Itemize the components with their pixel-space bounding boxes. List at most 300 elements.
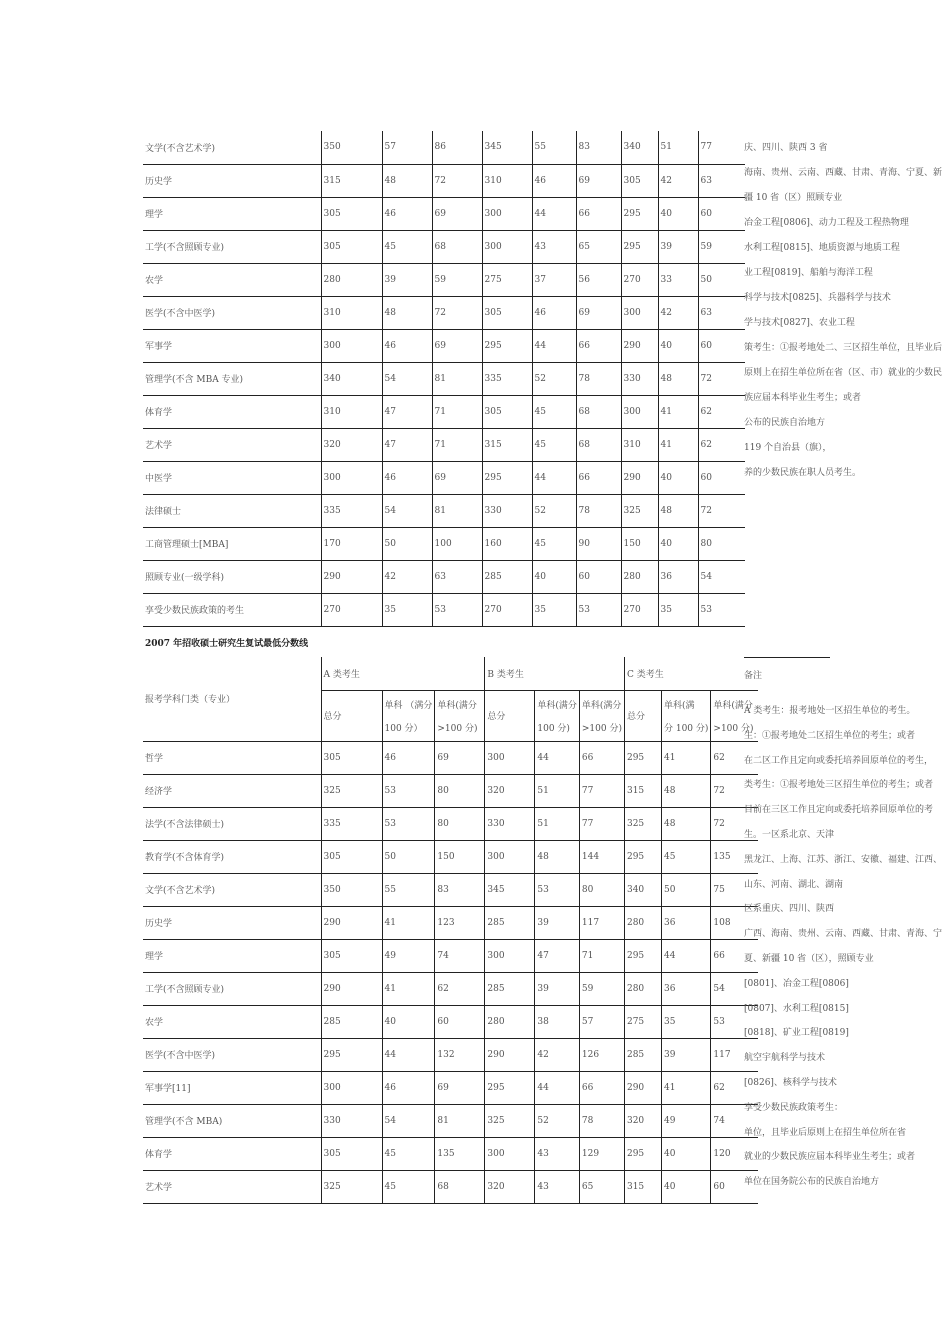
score-cell: 43	[535, 1137, 580, 1170]
header-single-b2-line2: >100 分)	[581, 723, 622, 734]
remark-line: 养的少数民族在职人员考生。	[744, 468, 862, 478]
score-cell: 300	[621, 395, 658, 428]
score-cell: 35	[661, 1005, 710, 1038]
score-cell: 40	[532, 560, 576, 593]
header-single-b1-line2: 100 分)	[537, 723, 570, 734]
score-cell: 39	[661, 1038, 710, 1071]
remark-line: 公布的民族自治地方	[744, 418, 826, 428]
score-cell: 62	[698, 428, 745, 461]
score-cell: 280	[321, 263, 382, 296]
row-category: 农学	[143, 1005, 321, 1038]
score-cell: 69	[432, 461, 482, 494]
remark-line: 庆、四川、陕西 3 省	[744, 143, 828, 153]
score-cell: 310	[321, 296, 382, 329]
table-row	[143, 1005, 758, 1038]
table-row	[143, 906, 758, 939]
score-cell: 300	[482, 230, 532, 263]
score-cell: 69	[432, 329, 482, 362]
header-single-c1	[661, 690, 710, 741]
score-cell: 320	[485, 774, 535, 807]
score-cell: 81	[435, 1104, 485, 1137]
score-cell: 325	[624, 807, 661, 840]
remark-line: 海南、贵州、云南、西藏、甘肃、青海、宁夏、新	[744, 168, 943, 178]
remark-line: A 类考生：报考地处一区招生单位的考生。	[744, 706, 916, 716]
header-single-b1-line1: 单科(满分	[537, 700, 577, 711]
score-cell: 80	[435, 774, 485, 807]
score-cell: 275	[624, 1005, 661, 1038]
table-row	[143, 263, 745, 296]
score-cell: 77	[579, 774, 624, 807]
score-cell: 280	[624, 906, 661, 939]
score-cell: 46	[382, 461, 432, 494]
row-category: 工学(不含照顾专业)	[143, 230, 321, 263]
score-cell: 62	[698, 395, 745, 428]
score-cell: 285	[482, 560, 532, 593]
score-cell: 275	[482, 263, 532, 296]
header-group-c: C 类考生	[624, 657, 757, 690]
score-cell: 69	[432, 197, 482, 230]
score-cell: 285	[321, 1005, 382, 1038]
table-row	[143, 560, 745, 593]
score-cell: 100	[432, 527, 482, 560]
score-cell: 290	[621, 329, 658, 362]
remark-line: [0801]、冶金工程[0806]	[744, 978, 849, 989]
score-cell: 280	[624, 972, 661, 1005]
score-cell: 47	[382, 428, 432, 461]
score-cell: 46	[532, 164, 576, 197]
score-cell: 39	[382, 263, 432, 296]
score-cell: 35	[658, 593, 698, 626]
header-single-c1-line2: 分 100 分)	[663, 723, 709, 734]
score-cell: 135	[711, 840, 758, 873]
score-cell: 83	[435, 873, 485, 906]
score-cell: 44	[661, 939, 710, 972]
score-cell: 75	[711, 873, 758, 906]
score-cell: 270	[621, 593, 658, 626]
score-cell: 305	[482, 395, 532, 428]
score-cell: 290	[624, 1071, 661, 1104]
row-category: 文学(不含艺术学)	[143, 131, 321, 164]
score-cell: 54	[382, 494, 432, 527]
table-row	[143, 1170, 758, 1203]
score-cell: 144	[579, 840, 624, 873]
row-category: 医学(不含中医学)	[143, 1038, 321, 1071]
score-cell: 123	[435, 906, 485, 939]
score-cell: 68	[435, 1170, 485, 1203]
score-cell: 295	[621, 197, 658, 230]
remark-line: 类考生：①报考地处三区招生单位的考生；或者	[744, 780, 934, 791]
score-cell: 46	[532, 296, 576, 329]
score-cell: 46	[382, 197, 432, 230]
score-cell: 51	[535, 807, 580, 840]
score-cell: 117	[711, 1038, 758, 1071]
score-cell: 46	[382, 329, 432, 362]
score-cell: 305	[321, 197, 382, 230]
header-single-b1	[535, 690, 580, 741]
header-single-a1-line1: 单科 （满分	[384, 700, 433, 711]
score-cell: 48	[658, 494, 698, 527]
score-cell: 86	[432, 131, 482, 164]
header-category: 报考学科门类（专业）	[143, 657, 321, 741]
score-cell: 69	[576, 164, 621, 197]
remark-line: 广西、海南、贵州、云南、西藏、甘肃、青海、宁	[744, 929, 943, 940]
remark-line: 目前在三区工作且定向或委托培养回原单位的考	[744, 805, 934, 816]
score-cell: 60	[435, 1005, 485, 1038]
row-category: 理学	[143, 197, 321, 230]
score-cell: 35	[532, 593, 576, 626]
table-row	[143, 593, 745, 626]
score-cell: 295	[482, 461, 532, 494]
score-cell: 36	[661, 972, 710, 1005]
score-cell: 71	[579, 939, 624, 972]
remark-line: [0826]、核科学与技术	[744, 1078, 837, 1088]
score-cell: 45	[661, 840, 710, 873]
remark-line: 就业的少数民族应届本科毕业生考生；或者	[744, 1152, 916, 1163]
score-cell: 300	[621, 296, 658, 329]
score-cell: 35	[382, 593, 432, 626]
score-cell: 335	[482, 362, 532, 395]
score-cell: 83	[576, 131, 621, 164]
score-cell: 305	[321, 840, 382, 873]
header-single-c2-line1: 单科(满分	[713, 700, 753, 711]
row-category: 经济学	[143, 774, 321, 807]
score-cell: 47	[535, 939, 580, 972]
score-cell: 52	[532, 494, 576, 527]
remark-line: 策考生：①报考地处二、三区招生单位，且毕业后	[744, 343, 943, 353]
score-cell: 160	[482, 527, 532, 560]
score-cell: 53	[432, 593, 482, 626]
remark-line: 原则上在招生单位所在省（区、市）就业的少数民	[744, 368, 943, 378]
score-cell: 305	[482, 296, 532, 329]
table-row	[143, 131, 745, 164]
header-group-b: B 类考生	[485, 657, 625, 690]
row-category: 管理学(不含 MBA)	[143, 1104, 321, 1137]
score-cell: 57	[382, 131, 432, 164]
table-row	[143, 807, 758, 840]
score-cell: 49	[382, 939, 435, 972]
score-cell: 37	[532, 263, 576, 296]
score-cell: 135	[435, 1137, 485, 1170]
score-cell: 63	[698, 164, 745, 197]
score-cell: 60	[576, 560, 621, 593]
score-cell: 300	[485, 939, 535, 972]
score-cell: 280	[621, 560, 658, 593]
score-cell: 59	[432, 263, 482, 296]
score-cell: 39	[535, 906, 580, 939]
score-cell: 48	[382, 164, 432, 197]
score-cell: 80	[579, 873, 624, 906]
score-cell: 41	[382, 972, 435, 1005]
score-cell: 38	[535, 1005, 580, 1038]
score-cell: 53	[382, 807, 435, 840]
score-cell: 300	[321, 329, 382, 362]
score-cell: 48	[535, 840, 580, 873]
remark-line: 山东、河南、湖北、湖南	[744, 879, 844, 890]
score-cell: 65	[576, 230, 621, 263]
score-cell: 45	[532, 428, 576, 461]
score-cell: 40	[658, 329, 698, 362]
remark-line: 生：①报考地处二区招生单位的考生；或者	[744, 730, 916, 741]
score-cell: 40	[658, 527, 698, 560]
score-cell: 41	[661, 1071, 710, 1104]
score-cell: 150	[435, 840, 485, 873]
remark-line: 黑龙江、上海、江苏、浙江、安徽、福建、江西、	[744, 854, 943, 865]
score-cell: 295	[485, 1071, 535, 1104]
score-cell: 330	[482, 494, 532, 527]
score-cell: 72	[432, 296, 482, 329]
score-cell: 300	[485, 840, 535, 873]
table1-remarks	[744, 140, 950, 490]
score-cell: 290	[321, 560, 382, 593]
score-cell: 36	[658, 560, 698, 593]
score-cell: 47	[382, 395, 432, 428]
score-cell: 74	[711, 1104, 758, 1137]
score-cell: 129	[579, 1137, 624, 1170]
header-remarks: 备注	[744, 671, 763, 681]
remark-line: [0807]、水利工程[0815]	[744, 1003, 849, 1014]
score-cell: 44	[535, 741, 580, 774]
score-cell: 41	[382, 906, 435, 939]
table-row	[143, 428, 745, 461]
score-cell: 60	[698, 461, 745, 494]
table-row	[143, 296, 745, 329]
score-cell: 150	[621, 527, 658, 560]
header-single-b2-line1: 单科(满分	[581, 700, 622, 711]
score-cell: 48	[661, 774, 710, 807]
remark-line: 单位，且毕业后原则上在招生单位所在省	[744, 1127, 907, 1138]
row-category: 教育学(不含体育学)	[143, 840, 321, 873]
score-cell: 78	[576, 362, 621, 395]
score-cell: 53	[698, 593, 745, 626]
score-cell: 44	[382, 1038, 435, 1071]
score-cell: 270	[482, 593, 532, 626]
row-category: 理学	[143, 939, 321, 972]
score-cell: 305	[321, 230, 382, 263]
score-cell: 126	[579, 1038, 624, 1071]
score-cell: 300	[485, 1137, 535, 1170]
table-row	[143, 1104, 758, 1137]
score-cell: 71	[432, 395, 482, 428]
score-cell: 315	[321, 164, 382, 197]
score-cell: 43	[535, 1170, 580, 1203]
score-cell: 46	[382, 741, 435, 774]
table-row	[143, 461, 745, 494]
score-cell: 300	[321, 1071, 382, 1104]
score-cell: 68	[576, 395, 621, 428]
score-cell: 74	[435, 939, 485, 972]
score-cell: 50	[661, 873, 710, 906]
score-cell: 54	[711, 972, 758, 1005]
score-cell: 59	[579, 972, 624, 1005]
row-category: 文学(不含艺术学)	[143, 873, 321, 906]
score-cell: 66	[579, 1071, 624, 1104]
header-group-a: A 类考生	[321, 657, 485, 690]
score-cell: 81	[432, 362, 482, 395]
score-cell: 46	[382, 1071, 435, 1104]
score-cell: 330	[621, 362, 658, 395]
remark-line: 区系重庆、四川、陕西	[744, 904, 835, 915]
score-cell: 340	[321, 362, 382, 395]
score-cell: 310	[482, 164, 532, 197]
score-cell: 45	[532, 395, 576, 428]
table-row	[143, 362, 745, 395]
score-cell: 330	[321, 1104, 382, 1137]
table-row	[143, 329, 745, 362]
score-cell: 315	[624, 774, 661, 807]
score-cell: 108	[711, 906, 758, 939]
remark-line: 业工程[0819]、船舶与海洋工程	[744, 268, 873, 278]
score-cell: 62	[711, 741, 758, 774]
score-cell: 295	[624, 939, 661, 972]
table-row	[143, 494, 745, 527]
score-cell: 53	[711, 1005, 758, 1038]
header-single-c2-line2: >100 分)	[713, 723, 754, 734]
score-cell: 66	[576, 461, 621, 494]
score-cell: 320	[485, 1170, 535, 1203]
score-cell: 295	[624, 741, 661, 774]
score-cell: 42	[535, 1038, 580, 1071]
score-cell: 340	[621, 131, 658, 164]
remark-line: 冶金工程[0806]、动力工程及工程热物理	[744, 218, 909, 228]
score-cell: 52	[532, 362, 576, 395]
table-row	[143, 164, 745, 197]
score-cell: 43	[532, 230, 576, 263]
score-cell: 41	[658, 428, 698, 461]
score-cell: 55	[532, 131, 576, 164]
row-category: 体育学	[143, 1137, 321, 1170]
score-cell: 54	[382, 1104, 435, 1137]
score-cell: 41	[661, 741, 710, 774]
score-cell: 52	[535, 1104, 580, 1137]
remark-line: 在二区工作且定向或委托培养回原单位的考生，	[744, 755, 934, 766]
score-cell: 290	[485, 1038, 535, 1071]
score-cell: 325	[621, 494, 658, 527]
score-cell: 270	[621, 263, 658, 296]
row-category: 管理学(不含 MBA 专业)	[143, 362, 321, 395]
score-cell: 350	[321, 873, 382, 906]
score-cell: 42	[658, 164, 698, 197]
score-cell: 305	[621, 164, 658, 197]
score-cell: 45	[382, 1137, 435, 1170]
score-cell: 44	[535, 1071, 580, 1104]
score-cell: 40	[658, 197, 698, 230]
row-category: 农学	[143, 263, 321, 296]
score-cell: 315	[624, 1170, 661, 1203]
score-cell: 295	[624, 1137, 661, 1170]
score-cell: 63	[698, 296, 745, 329]
score-cell: 280	[485, 1005, 535, 1038]
remark-line: 水利工程[0815]、地质资源与地质工程	[744, 243, 900, 253]
table-row	[143, 873, 758, 906]
score-cell: 80	[698, 527, 745, 560]
score-cell: 40	[661, 1170, 710, 1203]
score-cell: 54	[382, 362, 432, 395]
score-cell: 66	[579, 741, 624, 774]
remark-line: 科学与技术[0825]、兵器科学与技术	[744, 293, 891, 303]
score-table-2007	[143, 657, 758, 1204]
score-cell: 50	[382, 527, 432, 560]
score-cell: 285	[624, 1038, 661, 1071]
score-cell: 335	[321, 807, 382, 840]
table-row	[143, 1038, 758, 1071]
score-cell: 33	[658, 263, 698, 296]
score-cell: 41	[658, 395, 698, 428]
score-cell: 56	[576, 263, 621, 296]
score-cell: 325	[485, 1104, 535, 1137]
row-category: 军事学	[143, 329, 321, 362]
score-cell: 49	[661, 1104, 710, 1137]
remark-line: 航空宇航科学与技术	[744, 1053, 826, 1064]
table2-remarks	[744, 703, 950, 1193]
score-cell: 53	[535, 873, 580, 906]
score-cell: 285	[485, 906, 535, 939]
score-cell: 300	[321, 461, 382, 494]
score-cell: 80	[435, 807, 485, 840]
score-cell: 51	[658, 131, 698, 164]
score-cell: 290	[621, 461, 658, 494]
row-category: 艺术学	[143, 428, 321, 461]
row-category: 历史学	[143, 906, 321, 939]
score-cell: 310	[621, 428, 658, 461]
row-category: 工商管理硕士[MBA]	[143, 527, 321, 560]
score-cell: 48	[382, 296, 432, 329]
score-cell: 315	[482, 428, 532, 461]
score-cell: 270	[321, 593, 382, 626]
row-category: 中医学	[143, 461, 321, 494]
score-cell: 72	[698, 362, 745, 395]
row-category: 历史学	[143, 164, 321, 197]
row-category: 法律硕士	[143, 494, 321, 527]
score-cell: 340	[624, 873, 661, 906]
score-cell: 69	[435, 1071, 485, 1104]
table-row	[143, 230, 745, 263]
table2-title: 2007 年招收硕士研究生复试最低分数线	[145, 639, 309, 649]
remark-line: 生。一区系北京、天津	[744, 830, 835, 840]
table-row	[143, 840, 758, 873]
score-cell: 57	[579, 1005, 624, 1038]
score-cell: 62	[711, 1071, 758, 1104]
score-cell: 44	[532, 197, 576, 230]
remark-line: 夏、新疆 10 省（区），照顾专业	[744, 954, 874, 964]
score-cell: 45	[382, 1170, 435, 1203]
score-cell: 39	[658, 230, 698, 263]
score-cell: 69	[576, 296, 621, 329]
table-row	[143, 527, 745, 560]
table-row	[143, 774, 758, 807]
table-row	[143, 395, 745, 428]
row-category: 医学(不含中医学)	[143, 296, 321, 329]
table-row	[143, 197, 745, 230]
header-single-a2-line1: 单科(满分	[437, 700, 477, 711]
score-cell: 295	[482, 329, 532, 362]
score-cell: 45	[382, 230, 432, 263]
score-cell: 295	[321, 1038, 382, 1071]
row-category: 哲学	[143, 741, 321, 774]
header-total-b: 总分	[485, 690, 535, 741]
remark-line: [0818]、矿业工程[0819]	[744, 1028, 849, 1039]
score-cell: 63	[432, 560, 482, 593]
row-category: 军事学[11]	[143, 1071, 321, 1104]
score-cell: 77	[698, 131, 745, 164]
header-single-b2	[579, 690, 624, 741]
score-cell: 48	[661, 807, 710, 840]
score-cell: 170	[321, 527, 382, 560]
score-cell: 78	[576, 494, 621, 527]
score-cell: 60	[698, 197, 745, 230]
score-cell: 120	[711, 1137, 758, 1170]
score-cell: 68	[576, 428, 621, 461]
score-cell: 45	[532, 527, 576, 560]
